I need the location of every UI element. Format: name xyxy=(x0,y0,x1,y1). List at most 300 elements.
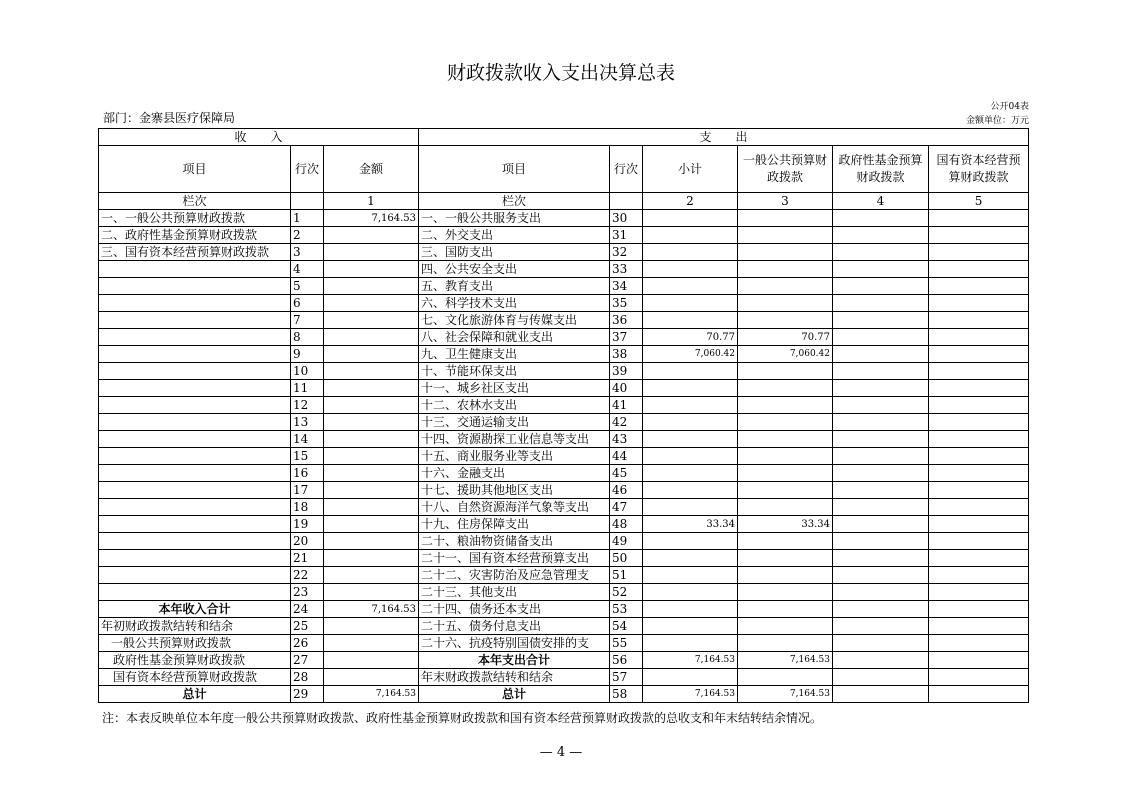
income-amount-cell: 7,164.53 xyxy=(324,601,419,618)
table-row xyxy=(99,380,1029,397)
expense-item-cell: 十七、援助其他地区支出 xyxy=(419,482,610,499)
general-budget-cell xyxy=(738,567,833,584)
expense-item-cell: 二十六、抗疫特别国债安排的支 xyxy=(419,635,610,652)
gov-fund-cell xyxy=(833,363,929,380)
table-row xyxy=(99,550,1029,567)
income-item-cell xyxy=(99,482,291,499)
page-number: — 4 — xyxy=(539,745,583,760)
gov-fund-cell xyxy=(833,414,929,431)
income-item-cell: 三、国有资本经营预算财政拨款 xyxy=(99,244,291,261)
gov-fund-cell xyxy=(833,397,929,414)
expense-line-cell: 44 xyxy=(610,448,643,465)
income-amount-cell xyxy=(324,346,419,363)
expense-line-cell: 55 xyxy=(610,635,643,652)
income-item-cell xyxy=(99,533,291,550)
state-capital-cell xyxy=(929,567,1029,584)
income-line-cell: 8 xyxy=(291,329,324,346)
income-amount-header: 金额 xyxy=(324,146,419,193)
income-item-cell xyxy=(99,380,291,397)
general-budget-cell xyxy=(738,414,833,431)
subtotal-cell xyxy=(643,465,738,482)
general-budget-cell xyxy=(738,635,833,652)
gov-fund-cell xyxy=(833,652,929,669)
table-row xyxy=(99,261,1029,278)
expense-item-cell: 十二、农林水支出 xyxy=(419,397,610,414)
table-row xyxy=(99,448,1029,465)
income-item-cell xyxy=(99,261,291,278)
income-line-header: 行次 xyxy=(291,146,324,193)
expense-item-cell: 二十五、债务付息支出 xyxy=(419,618,610,635)
general-budget-cell xyxy=(738,278,833,295)
income-amount-cell xyxy=(324,244,419,261)
income-line-cell: 26 xyxy=(291,635,324,652)
income-item-cell xyxy=(99,295,291,312)
general-budget-cell: 7,164.53 xyxy=(738,686,833,703)
income-line-cell: 21 xyxy=(291,550,324,567)
income-line-cell: 10 xyxy=(291,363,324,380)
income-amount-cell xyxy=(324,499,419,516)
subtotal-cell xyxy=(643,499,738,516)
income-amount-cell xyxy=(324,482,419,499)
income-amount-cell xyxy=(324,465,419,482)
income-item-cell xyxy=(99,346,291,363)
section-header-row xyxy=(99,129,1029,146)
income-amount-cell xyxy=(324,227,419,244)
table-row xyxy=(99,244,1029,261)
income-amount-cell xyxy=(324,431,419,448)
state-capital-cell xyxy=(929,261,1029,278)
general-budget-cell xyxy=(738,448,833,465)
state-capital-cell xyxy=(929,601,1029,618)
expense-item-cell: 十六、金融支出 xyxy=(419,465,610,482)
table-row xyxy=(99,329,1029,346)
state-capital-cell xyxy=(929,210,1029,227)
income-line-cell: 24 xyxy=(291,601,324,618)
expense-line-cell: 41 xyxy=(610,397,643,414)
income-line-cell: 3 xyxy=(291,244,324,261)
subtotal-cell xyxy=(643,482,738,499)
gov-fund-cell xyxy=(833,261,929,278)
income-line-cell: 11 xyxy=(291,380,324,397)
table-row xyxy=(99,635,1029,652)
expense-item-cell: 六、科学技术支出 xyxy=(419,295,610,312)
general-budget-cell xyxy=(738,669,833,686)
table-row xyxy=(99,465,1029,482)
gov-fund-cell xyxy=(833,635,929,652)
general-budget-cell: 7,060.42 xyxy=(738,346,833,363)
income-line-cell: 12 xyxy=(291,397,324,414)
income-amount-cell xyxy=(324,618,419,635)
income-line-cell: 25 xyxy=(291,618,324,635)
expense-item-cell: 十八、自然资源海洋气象等支出 xyxy=(419,499,610,516)
general-budget-cell xyxy=(738,210,833,227)
expense-line-cell: 46 xyxy=(610,482,643,499)
table-row xyxy=(99,397,1029,414)
gov-fund-cell xyxy=(833,431,929,448)
gov-fund-cell xyxy=(833,329,929,346)
income-line-cell: 4 xyxy=(291,261,324,278)
subtotal-cell xyxy=(643,244,738,261)
income-amount-cell xyxy=(324,635,419,652)
expense-line-cell: 53 xyxy=(610,601,643,618)
general-budget-cell xyxy=(738,550,833,567)
expense-line-cell: 51 xyxy=(610,567,643,584)
gov-fund-cell xyxy=(833,278,929,295)
subtotal-cell xyxy=(643,363,738,380)
expense-item-cell: 九、卫生健康支出 xyxy=(419,346,610,363)
expense-line-cell: 35 xyxy=(610,295,643,312)
expense-line-cell: 57 xyxy=(610,669,643,686)
table-row xyxy=(99,346,1029,363)
budget-table xyxy=(98,128,1029,703)
income-item-cell xyxy=(99,465,291,482)
subtotal-cell xyxy=(643,601,738,618)
income-amount-cell xyxy=(324,584,419,601)
expense-item-cell: 十四、资源勘探工业信息等支出 xyxy=(419,431,610,448)
income-line-cell: 19 xyxy=(291,516,324,533)
income-amount-cell xyxy=(324,652,419,669)
income-line-cell: 27 xyxy=(291,652,324,669)
subtotal-cell xyxy=(643,261,738,278)
income-item-cell: 总计 xyxy=(99,686,291,703)
general-budget-cell xyxy=(738,397,833,414)
income-item-cell xyxy=(99,312,291,329)
income-item-cell xyxy=(99,584,291,601)
subtotal-cell xyxy=(643,669,738,686)
table-row xyxy=(99,533,1029,550)
state-capital-cell xyxy=(929,278,1029,295)
general-budget-cell xyxy=(738,312,833,329)
general-budget-cell xyxy=(738,618,833,635)
general-budget-cell xyxy=(738,533,833,550)
gov-fund-cell xyxy=(833,533,929,550)
state-capital-cell xyxy=(929,397,1029,414)
expense-line-cell: 48 xyxy=(610,516,643,533)
state-capital-cell xyxy=(929,482,1029,499)
income-item-cell: 一般公共预算财政拨款 xyxy=(99,635,291,652)
subtotal-cell xyxy=(643,567,738,584)
expense-item-cell: 七、文化旅游体育与传媒支出 xyxy=(419,312,610,329)
table-row xyxy=(99,652,1029,669)
subtotal-cell xyxy=(643,550,738,567)
expense-section-header: 支 出 xyxy=(419,129,1029,146)
income-item-cell: 本年收入合计 xyxy=(99,601,291,618)
state-capital-cell xyxy=(929,380,1029,397)
income-item-cell: 二、政府性基金预算财政拨款 xyxy=(99,227,291,244)
expense-line-cell: 34 xyxy=(610,278,643,295)
expense-line-cell: 42 xyxy=(610,414,643,431)
expense-line-cell: 54 xyxy=(610,618,643,635)
expense-line-cell: 37 xyxy=(610,329,643,346)
gov-fund-cell xyxy=(833,550,929,567)
state-capital-cell xyxy=(929,499,1029,516)
income-amount-cell xyxy=(324,669,419,686)
footnote: 注：本表反映单位本年度一般公共预算财政拨款、政府性基金预算财政拨款和国有资本经营预算财政拨款的总收支和年末结转结余情况。 xyxy=(102,711,823,725)
empty-cell xyxy=(610,193,643,210)
column-label: 栏次 xyxy=(99,193,291,210)
state-capital-cell xyxy=(929,448,1029,465)
gov-fund-cell xyxy=(833,669,929,686)
table-row xyxy=(99,499,1029,516)
general-budget-cell xyxy=(738,227,833,244)
income-item-cell xyxy=(99,414,291,431)
state-capital-cell xyxy=(929,618,1029,635)
income-item-cell xyxy=(99,278,291,295)
income-section-header: 收 入 xyxy=(99,129,419,146)
expense-item-cell: 十一、城乡社区支出 xyxy=(419,380,610,397)
unit-label: 金额单位：万元 xyxy=(965,116,1029,126)
general-budget-cell xyxy=(738,465,833,482)
subtotal-cell xyxy=(643,227,738,244)
column-header-row xyxy=(99,146,1029,193)
state-capital-cell xyxy=(929,669,1029,686)
income-amount-cell xyxy=(324,516,419,533)
subtotal-cell xyxy=(643,397,738,414)
income-line-cell: 13 xyxy=(291,414,324,431)
gov-fund-cell xyxy=(833,465,929,482)
gov-fund-cell xyxy=(833,448,929,465)
income-amount-cell xyxy=(324,312,419,329)
income-amount-cell xyxy=(324,380,419,397)
subtotal-cell xyxy=(643,431,738,448)
income-item-cell xyxy=(99,329,291,346)
subtotal-cell xyxy=(643,635,738,652)
expense-item-cell: 十五、商业服务业等支出 xyxy=(419,448,610,465)
gov-fund-cell xyxy=(833,686,929,703)
expense-item-cell: 十九、住房保障支出 xyxy=(419,516,610,533)
income-item-cell: 政府性基金预算财政拨款 xyxy=(99,652,291,669)
expense-item-cell: 十三、交通运输支出 xyxy=(419,414,610,431)
subtotal-cell xyxy=(643,295,738,312)
income-amount-cell xyxy=(324,567,419,584)
gov-fund-cell xyxy=(833,210,929,227)
subtotal-cell xyxy=(643,210,738,227)
income-item-cell xyxy=(99,448,291,465)
gov-fund-cell xyxy=(833,380,929,397)
general-budget-cell xyxy=(738,295,833,312)
expense-item-cell: 二十二、灾害防治及应急管理支 xyxy=(419,567,610,584)
table-row xyxy=(99,601,1029,618)
subtotal-cell xyxy=(643,312,738,329)
state-capital-cell xyxy=(929,414,1029,431)
table-row xyxy=(99,227,1029,244)
income-item-cell xyxy=(99,499,291,516)
state-capital-cell xyxy=(929,533,1029,550)
table-row xyxy=(99,686,1029,703)
income-item-cell xyxy=(99,567,291,584)
subtotal-cell: 70.77 xyxy=(643,329,738,346)
income-amount-cell: 7,164.53 xyxy=(324,686,419,703)
income-line-cell: 1 xyxy=(291,210,324,227)
expense-line-cell: 52 xyxy=(610,584,643,601)
state-capital-cell xyxy=(929,244,1029,261)
gov-fund-cell xyxy=(833,482,929,499)
gov-fund-cell xyxy=(833,567,929,584)
column-number-2: 2 xyxy=(643,193,738,210)
gov-fund-cell xyxy=(833,499,929,516)
gov-fund-cell xyxy=(833,516,929,533)
gov-fund-header: 政府性基金预算财政拨款 xyxy=(833,146,929,193)
income-line-cell: 16 xyxy=(291,465,324,482)
table-row xyxy=(99,669,1029,686)
subtotal-cell: 7,164.53 xyxy=(643,652,738,669)
state-capital-cell xyxy=(929,295,1029,312)
gov-fund-cell xyxy=(833,244,929,261)
subtotal-header: 小计 xyxy=(643,146,738,193)
expense-line-cell: 50 xyxy=(610,550,643,567)
expense-line-cell: 43 xyxy=(610,431,643,448)
income-amount-cell xyxy=(324,278,419,295)
gov-fund-cell xyxy=(833,618,929,635)
income-item-cell xyxy=(99,550,291,567)
general-budget-cell xyxy=(738,601,833,618)
gov-fund-cell xyxy=(833,312,929,329)
state-capital-cell xyxy=(929,227,1029,244)
general-budget-cell xyxy=(738,584,833,601)
income-item-cell: 国有资本经营预算财政拨款 xyxy=(99,669,291,686)
income-item-header: 项目 xyxy=(99,146,291,193)
table-row xyxy=(99,210,1029,227)
table-row xyxy=(99,312,1029,329)
state-capital-cell xyxy=(929,363,1029,380)
expense-line-cell: 36 xyxy=(610,312,643,329)
gov-fund-cell xyxy=(833,227,929,244)
column-number-5: 5 xyxy=(929,193,1029,210)
table-row xyxy=(99,584,1029,601)
form-code: 公开04表 xyxy=(990,102,1029,112)
expense-item-cell: 总计 xyxy=(419,686,610,703)
income-line-cell: 5 xyxy=(291,278,324,295)
state-capital-cell xyxy=(929,652,1029,669)
income-line-cell: 17 xyxy=(291,482,324,499)
state-capital-cell xyxy=(929,584,1029,601)
column-label-2: 栏次 xyxy=(419,193,610,210)
income-amount-cell: 7,164.53 xyxy=(324,210,419,227)
income-item-cell: 一、一般公共预算财政拨款 xyxy=(99,210,291,227)
expense-line-header: 行次 xyxy=(610,146,643,193)
gov-fund-cell xyxy=(833,584,929,601)
table-row xyxy=(99,414,1029,431)
state-capital-cell xyxy=(929,516,1029,533)
income-amount-cell xyxy=(324,533,419,550)
expense-item-cell: 二十、粮油物资储备支出 xyxy=(419,533,610,550)
table-row xyxy=(99,431,1029,448)
column-number-3: 3 xyxy=(738,193,833,210)
expense-item-cell: 一、一般公共服务支出 xyxy=(419,210,610,227)
state-capital-cell xyxy=(929,550,1029,567)
income-amount-cell xyxy=(324,295,419,312)
expense-item-cell: 三、国防支出 xyxy=(419,244,610,261)
expense-item-cell: 四、公共安全支出 xyxy=(419,261,610,278)
expense-item-cell: 年末财政拨款结转和结余 xyxy=(419,669,610,686)
general-budget-cell xyxy=(738,499,833,516)
general-budget-cell xyxy=(738,482,833,499)
state-capital-cell xyxy=(929,312,1029,329)
income-line-cell: 18 xyxy=(291,499,324,516)
state-capital-cell xyxy=(929,431,1029,448)
expense-item-cell: 五、教育支出 xyxy=(419,278,610,295)
expense-line-cell: 33 xyxy=(610,261,643,278)
subtotal-cell xyxy=(643,533,738,550)
income-amount-cell xyxy=(324,448,419,465)
subtotal-cell xyxy=(643,278,738,295)
expense-line-cell: 47 xyxy=(610,499,643,516)
expense-line-cell: 39 xyxy=(610,363,643,380)
expense-line-cell: 32 xyxy=(610,244,643,261)
table-row xyxy=(99,363,1029,380)
income-amount-cell xyxy=(324,329,419,346)
income-line-cell: 22 xyxy=(291,567,324,584)
page-title: 财政拨款收入支出决算总表 xyxy=(446,62,675,84)
gov-fund-cell xyxy=(833,295,929,312)
subtotal-cell xyxy=(643,380,738,397)
expense-line-cell: 31 xyxy=(610,227,643,244)
expense-line-cell: 56 xyxy=(610,652,643,669)
income-line-cell: 20 xyxy=(291,533,324,550)
general-budget-cell xyxy=(738,244,833,261)
income-amount-cell xyxy=(324,397,419,414)
income-line-cell: 23 xyxy=(291,584,324,601)
table-row xyxy=(99,618,1029,635)
expense-line-cell: 30 xyxy=(610,210,643,227)
table-row xyxy=(99,278,1029,295)
subtotal-cell: 33.34 xyxy=(643,516,738,533)
general-budget-cell: 70.77 xyxy=(738,329,833,346)
subtotal-cell: 7,164.53 xyxy=(643,686,738,703)
state-capital-cell xyxy=(929,329,1029,346)
income-line-cell: 14 xyxy=(291,431,324,448)
expense-item-cell: 二、外交支出 xyxy=(419,227,610,244)
expense-line-cell: 49 xyxy=(610,533,643,550)
general-budget-cell: 7,164.53 xyxy=(738,652,833,669)
state-capital-header: 国有资本经营预算财政拨款 xyxy=(929,146,1029,193)
expense-item-cell: 二十三、其他支出 xyxy=(419,584,610,601)
expense-item-cell: 二十四、债务还本支出 xyxy=(419,601,610,618)
income-item-cell xyxy=(99,516,291,533)
gov-fund-cell xyxy=(833,601,929,618)
table-row xyxy=(99,482,1029,499)
expense-item-cell: 本年支出合计 xyxy=(419,652,610,669)
expense-item-cell: 八、社会保障和就业支出 xyxy=(419,329,610,346)
income-amount-cell xyxy=(324,550,419,567)
subtotal-cell xyxy=(643,448,738,465)
column-number-row xyxy=(99,193,1029,210)
table-row xyxy=(99,516,1029,533)
income-amount-cell xyxy=(324,261,419,278)
general-budget-cell xyxy=(738,363,833,380)
income-item-cell xyxy=(99,431,291,448)
table-row xyxy=(99,295,1029,312)
general-budget-header: 一般公共预算财政拨款 xyxy=(738,146,833,193)
subtotal-cell xyxy=(643,584,738,601)
general-budget-cell xyxy=(738,431,833,448)
income-line-cell: 2 xyxy=(291,227,324,244)
state-capital-cell xyxy=(929,635,1029,652)
table-row xyxy=(99,567,1029,584)
income-line-cell: 6 xyxy=(291,295,324,312)
expense-item-cell: 十、节能环保支出 xyxy=(419,363,610,380)
income-line-cell: 28 xyxy=(291,669,324,686)
income-item-cell: 年初财政拨款结转和结余 xyxy=(99,618,291,635)
expense-item-header: 项目 xyxy=(419,146,610,193)
income-item-cell xyxy=(99,397,291,414)
column-number-4: 4 xyxy=(833,193,929,210)
income-line-cell: 9 xyxy=(291,346,324,363)
expense-line-cell: 38 xyxy=(610,346,643,363)
income-line-cell: 29 xyxy=(291,686,324,703)
subtotal-cell xyxy=(643,618,738,635)
state-capital-cell xyxy=(929,465,1029,482)
